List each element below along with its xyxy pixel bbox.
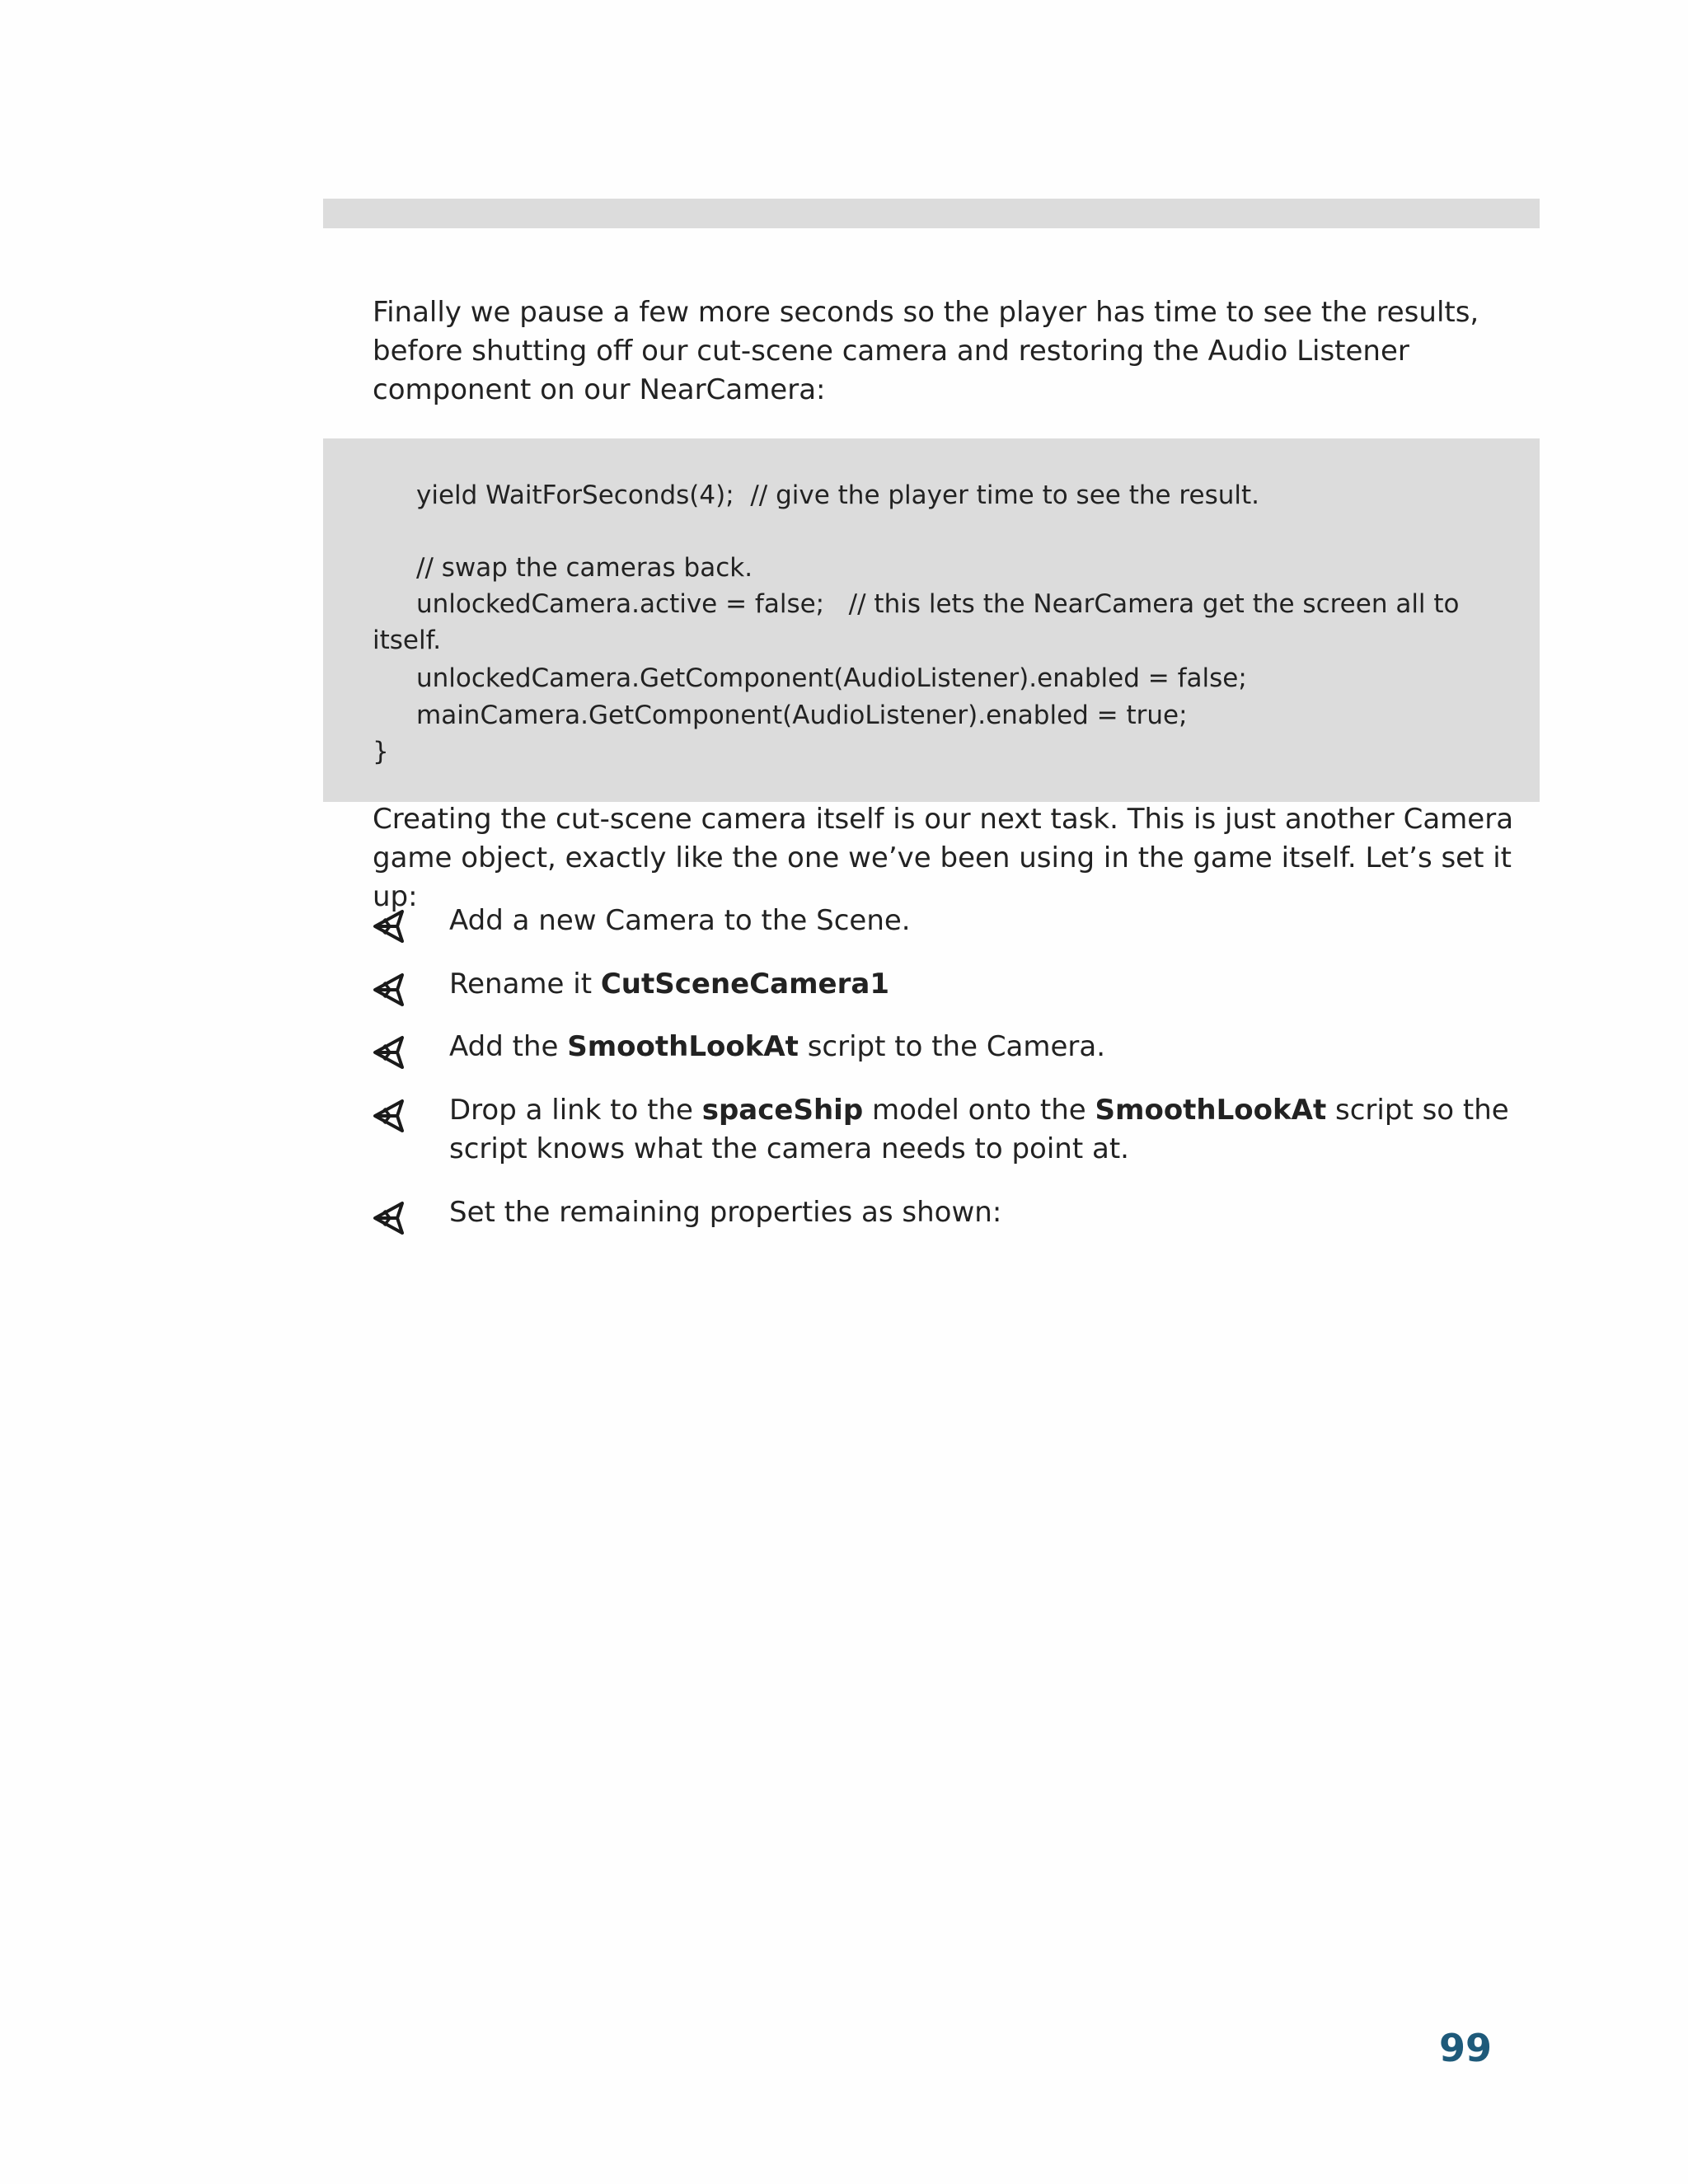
list-item-text — [449, 965, 1537, 1004]
unity-logo-icon — [373, 972, 407, 1007]
code-line: // swap the cameras back. — [416, 553, 753, 583]
text-run: Set the remaining properties as shown: — [449, 1196, 1002, 1229]
code-line: yield WaitForSeconds(4); // give the player time to see the result. — [416, 480, 1259, 510]
bold-term: SmoothLookAt — [1095, 1094, 1327, 1127]
text-run: model onto the — [863, 1094, 1095, 1127]
code-line: mainCamera.GetComponent(AudioListener).enabled = true; — [416, 701, 1188, 730]
header-bar — [323, 199, 1540, 228]
bold-term: CutSceneCamera1 — [600, 968, 889, 1001]
text-run: script to the Camera. — [798, 1030, 1106, 1063]
code-line: unlockedCamera.GetComponent(AudioListener).enabled = false; — [416, 663, 1247, 693]
page-number: 99 — [1438, 2026, 1492, 2070]
bold-term: spaceShip — [701, 1094, 864, 1127]
code-line: unlockedCamera.active = false; // this lets the NearCamera get the screen all to — [416, 589, 1460, 619]
list-item-text — [449, 1193, 1537, 1232]
code-block — [323, 438, 1540, 802]
list-item-text — [449, 1028, 1537, 1066]
text-run: script so the script knows what the camera needs to point at. — [449, 1094, 1509, 1165]
text-run: Add a new Camera to the Scene. — [449, 904, 911, 937]
text-run: Drop a link to the — [449, 1094, 702, 1127]
unity-logo-icon — [373, 1201, 407, 1235]
code-line: itself. — [373, 626, 442, 655]
intro-paragraph: Finally we pause a few more seconds so the player has time to see the results, before shutting off our cut-scene camera and restoring the Audio Listener component on our NearCamera: — [373, 296, 1479, 406]
unity-logo-icon — [373, 909, 407, 944]
bold-term: SmoothLookAt — [567, 1030, 799, 1063]
code-line: } — [373, 737, 389, 766]
text-run: Rename it — [449, 968, 601, 1001]
text-run: Add the — [449, 1030, 568, 1063]
unity-logo-icon — [373, 1035, 407, 1070]
unity-logo-icon — [373, 1099, 407, 1133]
list-item-text — [449, 902, 1537, 940]
list-item-text — [449, 1091, 1537, 1169]
second-paragraph: Creating the cut-scene camera itself is our next task. This is just another Camera game object, exactly like the one we’ve been using in the game itself. Let’s set it up: — [373, 803, 1514, 913]
